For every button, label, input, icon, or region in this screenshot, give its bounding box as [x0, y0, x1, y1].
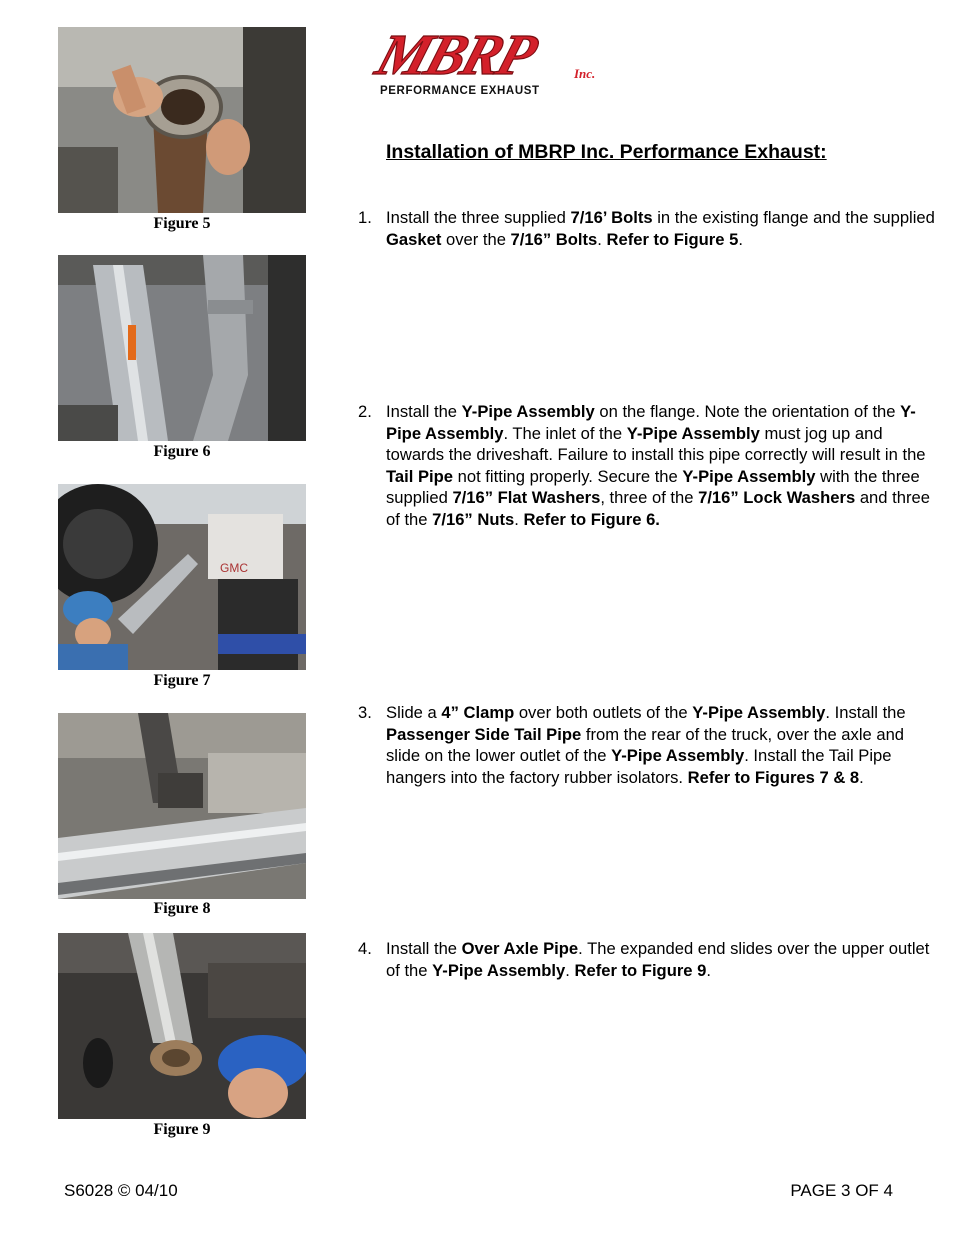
step-2-text — [386, 401, 938, 531]
figure-7-caption: Figure 7 — [153, 672, 211, 689]
step-text-run: , three of the — [600, 488, 699, 508]
step-text-run: . — [565, 960, 575, 980]
logo-brand-text: MBRP — [368, 22, 543, 84]
step-4-text — [386, 938, 938, 981]
step-bold-term: Y-Pipe Assembly — [386, 402, 916, 443]
step-bold-term: Y-Pipe Assembly — [461, 402, 595, 421]
step-bold-term: Refer to Figure 5 — [606, 229, 739, 249]
step-2 — [358, 401, 938, 531]
step-text-run: on the flange. Note the orientation of the — [594, 402, 901, 421]
step-2-number: 2. — [358, 402, 372, 421]
step-text-run: . — [597, 229, 607, 249]
step-text-run: Slide a — [386, 703, 442, 722]
figure-7-photo — [58, 484, 306, 670]
step-bold-term: 7/16” Nuts — [432, 509, 515, 529]
figure-6-photo — [58, 255, 306, 441]
step-bold-term: Y-Pipe Assembly — [626, 423, 760, 443]
figure-8-photo — [58, 713, 306, 899]
figure-5-photo — [58, 27, 306, 213]
step-bold-term: Refer to Figures 7 & 8 — [687, 767, 860, 787]
step-3-number: 3. — [358, 703, 372, 722]
step-bold-term: Refer to Figure 9 — [574, 960, 707, 980]
step-3-text — [386, 702, 938, 788]
figure-5-caption: Figure 5 — [153, 215, 211, 232]
step-text-run: must jog up and towards the driveshaft. Failure to install this pipe correctly will result in the — [386, 423, 926, 465]
step-1 — [358, 207, 938, 250]
step-bold-term: 7/16” Lock Washers — [698, 488, 856, 508]
step-text-run: . — [738, 229, 743, 249]
step-text-run: from the rear of the truck, over the axle and slide on the lower outlet of the — [386, 724, 905, 766]
step-bold-term: Gasket — [386, 229, 442, 249]
mbrp-logo — [360, 22, 616, 100]
step-bold-term: Over Axle Pipe — [461, 939, 579, 958]
step-text-run: . The inlet of the — [503, 423, 627, 443]
step-bold-term: Refer to Figure 6. — [523, 509, 660, 529]
step-text-run: over both outlets of the — [514, 703, 693, 722]
logo-inc-text: Inc. — [574, 66, 596, 81]
page-title: Installation of MBRP Inc. Performance Exhaust: — [386, 141, 827, 163]
figure-9-photo — [58, 933, 306, 1119]
step-text-run: . The expanded end slides over the upper outlet of the — [386, 939, 930, 980]
mbrp-logo-mark — [360, 22, 616, 84]
step-bold-term: Passenger Side Tail Pipe — [386, 724, 582, 744]
step-text-run: not fitting properly. Secure the — [453, 466, 683, 486]
step-1-text — [386, 207, 938, 250]
step-bold-term: 7/16” Flat Washers — [452, 488, 601, 508]
step-text-run: . — [859, 767, 864, 787]
figure-9-caption: Figure 9 — [153, 1121, 211, 1138]
step-bold-term: Tail Pipe — [386, 466, 454, 486]
step-bold-term: 7/16’ Bolts — [570, 208, 653, 227]
step-bold-term: Y-Pipe Assembly — [432, 960, 566, 980]
step-4-number: 4. — [358, 939, 372, 958]
step-1-number: 1. — [358, 208, 372, 227]
step-3 — [358, 702, 938, 788]
logo-tagline: PERFORMANCE EXHAUST — [380, 85, 540, 97]
step-text-run: and three of the — [386, 488, 930, 529]
step-text-run: in the existing flange and the supplied — [652, 208, 935, 227]
figure-6-caption: Figure 6 — [153, 443, 211, 460]
svg-text:GMC: GMC — [220, 561, 248, 575]
step-text-run: with the three supplied — [386, 466, 920, 508]
step-text-run: . — [706, 960, 711, 980]
step-text-run: Install the three supplied — [386, 208, 571, 227]
step-text-run: . Install the Tail Pipe hangers into the factory rubber isolators. — [386, 746, 892, 787]
step-text-run: over the — [441, 229, 511, 249]
step-text-run: Install the — [386, 939, 462, 958]
figure-8-caption: Figure 8 — [153, 900, 211, 917]
step-bold-term: 7/16” Bolts — [510, 229, 598, 249]
footer-doc-code: S6028 © 04/10 — [64, 1181, 178, 1200]
step-4 — [358, 938, 938, 981]
step-bold-term: 4” Clamp — [441, 703, 515, 722]
footer-page-number: PAGE 3 OF 4 — [790, 1181, 893, 1200]
step-bold-term: Y-Pipe Assembly — [682, 466, 816, 486]
step-bold-term: Y-Pipe Assembly — [611, 746, 745, 766]
step-text-run: . — [514, 509, 524, 529]
step-bold-term: Y-Pipe Assembly — [692, 703, 826, 722]
step-text-run: . Install the — [825, 703, 906, 722]
step-text-run: Install the — [386, 402, 462, 421]
